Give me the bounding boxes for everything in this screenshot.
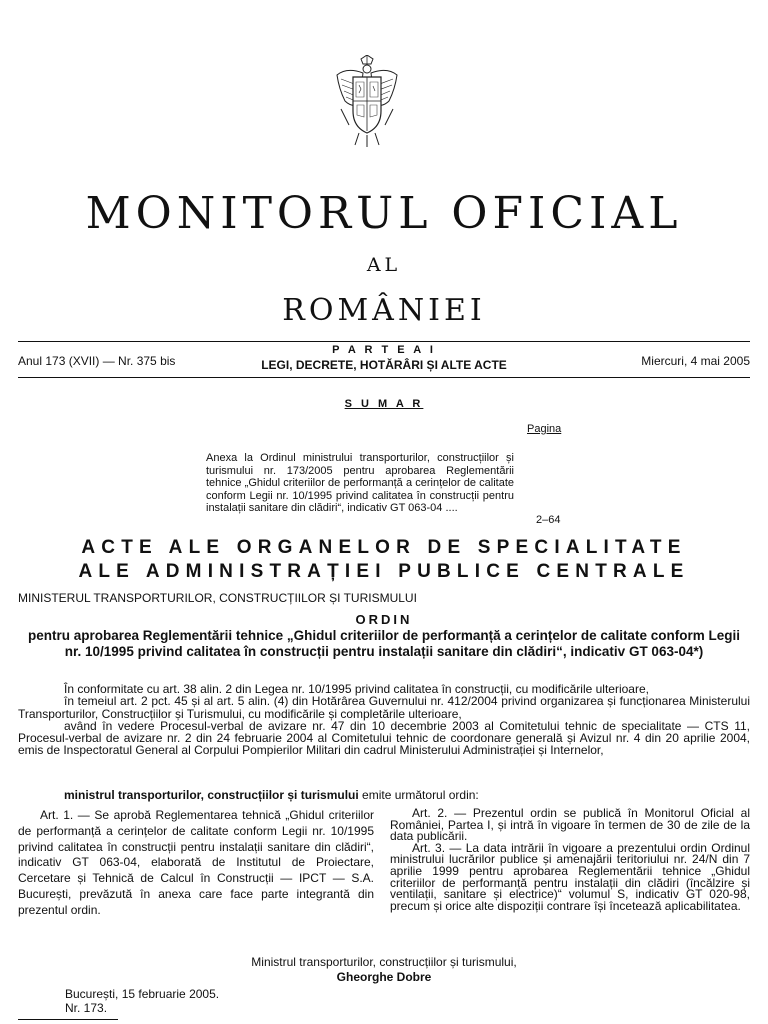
order-number: Nr. 173. — [65, 1001, 108, 1015]
publication-title: MONITORUL OFICIAL — [85, 188, 683, 239]
summary-page-label: Pagina — [527, 423, 562, 435]
article-2: Art. 2. — Prezentul ordin se publică în Monitorul Oficial al României, Partea I, și intră în vigoare în termen de 30 de zile de la data publicării. — [390, 806, 750, 844]
publication-country: ROMÂNIEI — [282, 293, 486, 328]
signatory-role: Ministrul transporturilor, construcțiilor și turismului, — [251, 955, 517, 969]
order-preamble — [18, 683, 750, 757]
enacting-authority: ministrul transporturilor, construcțiilor și turismului — [64, 788, 359, 802]
issue-date: Miercuri, 4 mai 2005 — [641, 354, 750, 368]
preamble-paragraph: În conformitate cu art. 38 alin. 2 din Legea nr. 10/1995 privind calitatea în construcții, cu modificările ulterioare, — [64, 682, 649, 696]
footnote-rule — [18, 1019, 118, 1020]
signatory-name: Gheorghe Dobre — [336, 970, 432, 984]
article-3: Art. 3. — La data intrării în vigoare a prezentului ordin Ordinul ministrului lucrărilor publice și amenajării teritoriului nr. 24/N din 7 aprilie 1999 pentru aprobarea Reglementării tehnice „Ghidul criteriilor de performanță pentru instalații din clădiri (încălzire și ventilații, sanitare și electrice)“ volumul S, indicativ GT 020-98, precum și orice alte dispoziții contrare își încetează aplicabilitatea. — [390, 840, 750, 913]
part-subtitle: LEGI, DECRETE, HOTĂRÂRI ȘI ALTE ACTE — [261, 358, 507, 372]
coat-of-arms-emblem — [333, 55, 401, 148]
article-1: Art. 1. — Se aprobă Reglementarea tehnică „Ghidul criteriilor de performanță a cerințelor de calitate conform Legii nr. 10/1995 privind calitatea în construcții pentru instalații sanitare din clădiri“, indicativ GT 063-04, elaborată de Institutul de Proiectare, Cercetare și Tehnică de Calcul în Construcții — IPCT — S.A. București, prevăzută în anexa care face parte integrantă din prezentul ordin. — [18, 808, 374, 917]
enacting-clause — [64, 788, 479, 802]
order-label: ORDIN — [355, 612, 413, 627]
summary-entry-pages: 2–64 — [536, 514, 561, 526]
issuing-ministry: MINISTERUL TRANSPORTURILOR, CONSTRUCȚIILOR ȘI TURISMULUI — [18, 591, 417, 605]
enacting-text: emite următorul ordin: — [358, 788, 479, 802]
section-heading-line-2: ALE ADMINISTRAȚIEI PUBLICE CENTRALE — [78, 561, 690, 582]
header-bottom-rule — [18, 377, 750, 378]
preamble-paragraph: având în vedere Procesul-verbal de avizare nr. 47 din 10 decembrie 2003 al Comitetului tehnic de specialitate — CTS 11, Procesul-verbal de avizare nr. 2 din 24 februarie 2004 al Comitetului tehnic de coordonare generală și Avizul nr. 4 din 20 aprilie 2004, emis de Inspectoratul General al Corpului Pompierilor Militari din cadrul Ministerului Administrației și Internelor, — [18, 718, 750, 758]
summary-entry: Anexa la Ordinul ministrului transporturilor, construcțiilor și turismului nr. 173/2005 pentru aprobarea Reglementării tehnice „Ghidul criteriilor de performanță a cerințelor de calitate conform Legii nr. 10/1995 privind calitatea în construcții pentru instalații sanitare din clădiri“, indicativ GT 063-04 .... — [206, 452, 514, 515]
header-top-rule — [18, 341, 750, 342]
place-and-date: București, 15 februarie 2005. — [65, 987, 220, 1001]
issue-number: Anul 173 (XVII) — Nr. 375 bis — [18, 354, 176, 368]
right-column — [390, 808, 750, 912]
summary-heading: S U M A R — [344, 398, 424, 410]
left-column — [18, 808, 374, 919]
preamble-paragraph: în temeiul art. 2 pct. 45 și al art. 5 alin. (4) din Hotărârea Guvernului nr. 412/2004 privind organizarea și funcționarea Ministerului Transporturilor, Construcțiilor și Turismului, cu modificările și completările ulterioare, — [18, 694, 750, 721]
order-title: pentru aprobarea Reglementării tehnice „Ghidul criteriilor de performanță a cerințelor de calitate conform Legii nr. 10/1995 privind calitatea în construcții pentru instalații sanitare din clădiri“, indicativ GT 063-04*) — [28, 628, 740, 659]
part-label: P A R T E A I — [332, 344, 436, 356]
publication-title-al: AL — [366, 254, 402, 276]
section-heading-line-1: ACTE ALE ORGANELOR DE SPECIALITATE — [81, 537, 687, 558]
